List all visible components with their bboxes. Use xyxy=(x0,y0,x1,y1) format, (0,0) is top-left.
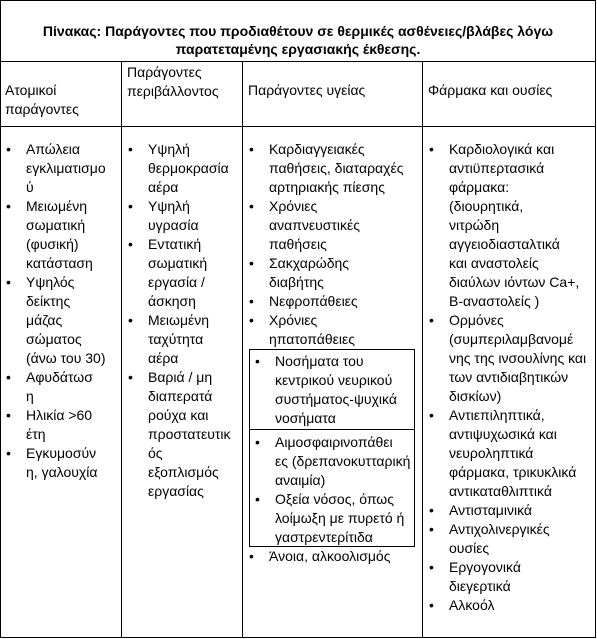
list-item xyxy=(423,140,596,311)
header-health-line: Παράγοντες υγείας xyxy=(248,82,366,98)
list-item-line: διεγερτικά xyxy=(449,578,511,594)
table-title-line1: Πίνακας: Παράγοντες που προδιαθέτουν σε θερμικές ασθένειες/βλάβες λόγω xyxy=(42,23,554,39)
list-item xyxy=(122,235,242,311)
list-item-line: λοίμωξη με πυρετό ή xyxy=(275,510,405,526)
header-health xyxy=(248,81,365,100)
list-item-line: συστήματος-ψυχικά xyxy=(275,391,397,407)
table-title-line2: παρατεταμένης εργασιακής έκθεσης. xyxy=(175,41,421,57)
list-item xyxy=(122,140,242,197)
list-item-line: • Αντιεπιληπτικά, xyxy=(449,407,545,423)
list-item-line: αγγειοδιασταλτικά xyxy=(449,236,560,252)
list-item xyxy=(243,197,421,254)
list-item-line: • Μειωμένη xyxy=(148,312,210,328)
list-item-line: (φυσική) xyxy=(26,236,79,252)
list-item-line: κεντρικού νευρικού xyxy=(275,372,393,388)
health-box-blood-acute-list xyxy=(249,433,415,547)
list-item-line: φάρμακα, τρικυκλικά xyxy=(449,464,577,480)
list-item-line: νευροληπτικά xyxy=(449,445,534,461)
list-item-line: • Υψηλός xyxy=(26,274,75,290)
list-item xyxy=(122,368,242,501)
list-item xyxy=(423,406,596,501)
list-item xyxy=(423,596,596,615)
list-item-line: παθήσεις xyxy=(269,236,327,252)
list-item-line: • Αντιχολινεργικές xyxy=(449,521,550,537)
environment-factors-list xyxy=(122,140,242,501)
list-item-line: έτη xyxy=(26,426,46,442)
list-item-line: • Οξεία νόσος, όπως xyxy=(275,491,394,507)
list-item xyxy=(423,311,596,406)
health-factors-list xyxy=(243,140,421,349)
list-item-line: • Υψηλή xyxy=(148,141,190,157)
list-item-line: αέρα xyxy=(148,179,179,195)
list-item-line: και αναστολείς xyxy=(449,255,539,271)
list-item-line: (άνω του 30) xyxy=(26,350,106,366)
list-item xyxy=(122,197,242,235)
list-item xyxy=(122,311,242,368)
list-item-line: • Απώλεια xyxy=(26,141,80,157)
list-item-line: των αντιδιαβητικών xyxy=(449,369,569,385)
list-item-line: εξοπλισμός xyxy=(148,464,219,480)
list-item xyxy=(423,501,596,520)
list-item-line: εγκλιματισμο xyxy=(26,160,106,176)
list-item-line: διαπερατά xyxy=(148,388,213,404)
list-item-line: αντικαταθλιπτικά xyxy=(449,483,552,499)
header-environment-line: Παράγοντες xyxy=(127,64,202,80)
list-item-line: αναπνευστικές xyxy=(269,217,361,233)
list-item-line: • Υψηλή xyxy=(148,198,190,214)
list-item-line: αναιμία) xyxy=(275,472,326,488)
list-item-line: εργασίας xyxy=(148,483,204,499)
list-item-line: διαύλων ιόντων Ca+, xyxy=(449,274,580,290)
list-item xyxy=(249,352,415,428)
list-item-line: σώματος xyxy=(26,331,82,347)
list-item-line: • Άνοια, αλκοολισμός xyxy=(269,548,391,564)
header-individual xyxy=(5,81,79,119)
list-item-line: (διουρητικά, xyxy=(449,198,524,214)
list-item-line: ός xyxy=(148,445,163,461)
list-item-line: ες (δρεπανοκυτταρική xyxy=(275,453,411,469)
list-item-line: • Σακχαρώδης xyxy=(269,255,350,271)
list-item xyxy=(243,292,421,311)
list-item-line: • Βαριά / μη xyxy=(148,369,213,385)
list-item-line: • Ηλικία >60 xyxy=(26,407,93,423)
header-row-divider xyxy=(0,126,596,127)
list-item xyxy=(243,547,421,566)
list-item-line: • Νοσήματα του xyxy=(275,353,364,369)
list-item-line: υγρασία xyxy=(148,217,199,233)
list-item-line: • Χρόνιες xyxy=(269,198,318,214)
list-item-line: • Νεφροπάθειες xyxy=(269,293,358,309)
list-item-line: προστατευτικ xyxy=(148,426,231,442)
list-item-line: • Αφυδάτωσ xyxy=(26,369,93,385)
list-item-line: αέρα xyxy=(148,350,179,366)
list-item xyxy=(0,444,121,482)
list-item-line: η, γαλουχία xyxy=(26,464,98,480)
list-item-line: • Αιμοσφαιρινοπάθει xyxy=(275,434,393,450)
list-item-line: • Αντισταμινικά xyxy=(449,502,533,518)
list-item xyxy=(0,406,121,444)
list-item-line: εργασία / xyxy=(148,274,205,290)
list-item xyxy=(249,433,415,490)
list-item-line: • Καρδιαγγειακές xyxy=(269,141,365,157)
list-item-line: ουσίες xyxy=(449,540,490,556)
list-item-line: ταχύτητα xyxy=(148,331,204,347)
list-item-line: • Μειωμένη xyxy=(26,198,88,214)
list-item-line: σωματική xyxy=(148,255,208,271)
list-item-line: θερμοκρασία xyxy=(148,160,229,176)
list-item-line: γαστρεντερίτιδα xyxy=(275,529,373,545)
list-item-line: σωματική xyxy=(26,217,86,233)
list-item-line: νης της ινσουλίνης και xyxy=(449,350,587,366)
list-item xyxy=(423,558,596,596)
list-item-line: αντιψυχωσικά και xyxy=(449,426,557,442)
list-item-line: δισκίων) xyxy=(449,388,502,404)
list-item-line: αντιϋπερτασικά xyxy=(449,160,545,176)
list-item-line: παθήσεις, διαταραχές xyxy=(269,160,404,176)
table-title xyxy=(0,0,596,62)
individual-factors-list xyxy=(0,140,121,482)
list-item-line: ηπατοπάθειες xyxy=(269,331,355,347)
header-environment-line: περιβάλλοντος xyxy=(127,83,219,99)
list-item-line: • Αλκοόλ xyxy=(449,597,495,613)
list-item-line: νοσήματα xyxy=(275,410,336,426)
list-item-line: • Χρόνιες xyxy=(269,312,318,328)
list-item xyxy=(0,197,121,273)
list-item-line: (συμπεριλαμβανομέ xyxy=(449,331,574,347)
health-tail-list xyxy=(243,547,421,566)
header-drugs-line: Φάρμακα και ουσίες xyxy=(428,82,553,98)
header-drugs xyxy=(428,81,552,100)
list-item xyxy=(243,311,421,349)
list-item xyxy=(243,140,421,197)
list-item-line: • Ορμόνες xyxy=(449,312,504,328)
list-item xyxy=(0,273,121,368)
list-item-line: Β-αναστολείς ) xyxy=(449,293,540,309)
list-item-line: αρτηριακής πίεσης xyxy=(269,179,385,195)
list-item-line: ύ xyxy=(26,179,34,195)
list-item-line: • Εργογονικά xyxy=(449,559,521,575)
list-item-line: κατάσταση xyxy=(26,255,93,271)
list-item-line: ρούχα και xyxy=(148,407,209,423)
header-individual-line: παράγοντες xyxy=(5,101,79,117)
list-item-line: δείκτης xyxy=(26,293,71,309)
list-item-line: άσκηση xyxy=(148,293,196,309)
header-environment xyxy=(127,63,219,101)
list-item-line: φάρμακα: xyxy=(449,179,510,195)
list-item xyxy=(243,254,421,292)
list-item xyxy=(0,140,121,197)
list-item xyxy=(249,490,415,547)
list-item-line: • Εντατική xyxy=(148,236,202,252)
list-item-line: • Καρδιολογικά και xyxy=(449,141,555,157)
drugs-substances-list xyxy=(423,140,596,615)
list-item-line: • Εγκυμοσύν xyxy=(26,445,97,461)
list-item xyxy=(0,368,121,406)
list-item-line: διαβήτης xyxy=(269,274,324,290)
list-item-line: η xyxy=(26,388,34,404)
list-item xyxy=(423,520,596,558)
list-item-line: νιτρώδη xyxy=(449,217,500,233)
header-individual-line: Ατομικοί xyxy=(5,82,57,98)
list-item-line: μάζας xyxy=(26,312,63,328)
health-box-neuro-list xyxy=(249,352,415,428)
